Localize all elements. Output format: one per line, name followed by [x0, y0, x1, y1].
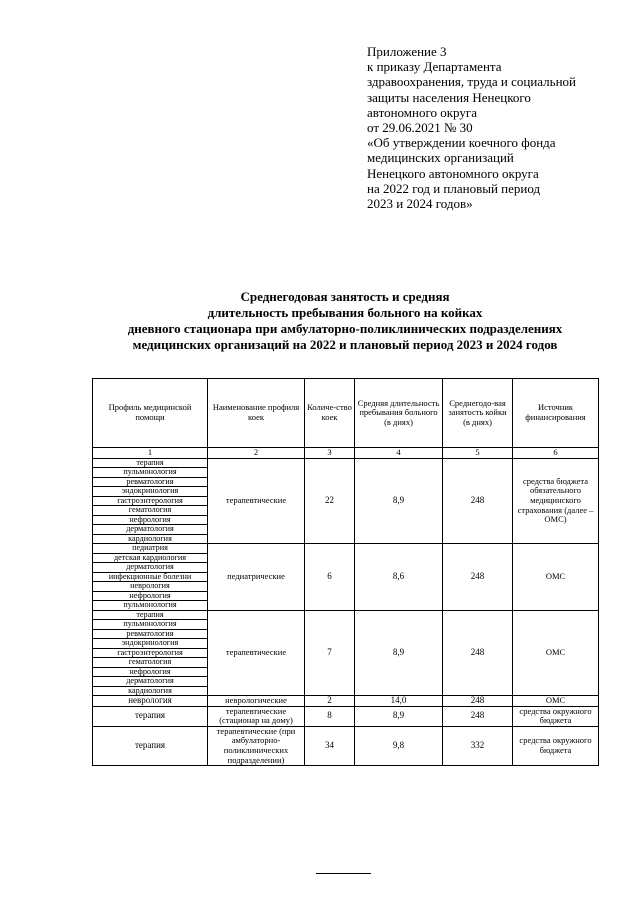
medical-profile-cell: дерматология [93, 563, 208, 573]
medical-profile-cell: гематология [93, 658, 208, 668]
bed-count-cell: 34 [305, 726, 355, 765]
medical-profile-cell: кардиология [93, 534, 208, 544]
column-number: 5 [443, 448, 513, 459]
occupancy-cell: 332 [443, 726, 513, 765]
bed-count-cell: 8 [305, 706, 355, 726]
funding-cell: средства окружного бюджета [513, 726, 599, 765]
column-number-row [93, 448, 599, 459]
header-occupancy: Среднегодо-вая занятость койки (в днях) [443, 379, 513, 448]
occupancy-cell: 248 [443, 544, 513, 611]
funding-cell: средства окружного бюджета [513, 706, 599, 726]
avg-stay-cell: 8,9 [355, 706, 443, 726]
medical-profile-cell: терапия [93, 706, 208, 726]
appendix-header: Приложение 3 к приказу Департамента здравоохранения, труда и социальной защиты населения Ненецкого автономного округа от 29.06.2021 № 30 «Об утверждении коечного фонда медицинских организаций Ненецкого автономного округа на 2022 год и плановый период 2023 и 2024 годов» [367, 44, 576, 212]
medical-profile-cell: педиатрия [93, 544, 208, 554]
medical-profile-cell: эндокринология [93, 639, 208, 649]
medical-profile-cell: ревматология [93, 629, 208, 639]
avg-stay-cell: 8,9 [355, 458, 443, 544]
medical-profile-cell: дерматология [93, 525, 208, 535]
table-row [93, 696, 599, 707]
header-profile: Профиль медицинской помощи [93, 379, 208, 448]
medical-profile-cell: дерматология [93, 677, 208, 687]
avg-stay-cell: 8,6 [355, 544, 443, 611]
medical-profile-cell: инфекционные болезни [93, 572, 208, 582]
occupancy-cell: 248 [443, 706, 513, 726]
document-title: Среднегодовая занятость и средняя длительность пребывания больного на койках дневного стационара при амбулаторно-поликлинических подразделениях медицинских организаций на 2022 и плановый период 2023 и 2024 годов [127, 289, 563, 352]
medical-profile-cell: ревматология [93, 477, 208, 487]
medical-profile-cell: терапия [93, 458, 208, 468]
medical-profile-cell: гастроэнтерология [93, 496, 208, 506]
medical-profile-cell: детская кардиология [93, 553, 208, 563]
avg-stay-cell: 14,0 [355, 696, 443, 707]
medical-profile-cell: эндокринология [93, 487, 208, 497]
medical-profile-cell: неврология [93, 696, 208, 707]
bed-profile-cell: терапевтические (стационар на дому) [208, 706, 305, 726]
header-funding: Источник финансирования [513, 379, 599, 448]
occupancy-cell: 248 [443, 696, 513, 707]
bed-count-cell: 7 [305, 610, 355, 696]
medical-profile-cell: терапия [93, 610, 208, 620]
medical-profile-cell: терапия [93, 726, 208, 765]
funding-cell: средства бюджета обязательного медицинского страхования (далее – ОМС) [513, 458, 599, 544]
header-bed-profile: Наименование профиля коек [208, 379, 305, 448]
header-bed-count: Количе-ство коек [305, 379, 355, 448]
column-number: 1 [93, 448, 208, 459]
occupancy-cell: 248 [443, 610, 513, 696]
table-row [93, 726, 599, 765]
avg-stay-cell: 9,8 [355, 726, 443, 765]
column-number: 4 [355, 448, 443, 459]
occupancy-cell: 248 [443, 458, 513, 544]
medical-profile-cell: гематология [93, 506, 208, 516]
beds-table [92, 378, 599, 766]
table-header-row [93, 379, 599, 448]
bed-count-cell: 22 [305, 458, 355, 544]
header-avg-stay: Средняя длительность пребывания больного (в днях) [355, 379, 443, 448]
footer-divider [316, 873, 371, 874]
bed-count-cell: 6 [305, 544, 355, 611]
funding-cell: ОМС [513, 610, 599, 696]
medical-profile-cell: нефрология [93, 591, 208, 601]
column-number: 3 [305, 448, 355, 459]
medical-profile-cell: пульмонология [93, 620, 208, 630]
table-row [93, 706, 599, 726]
medical-profile-cell: пульмонология [93, 468, 208, 478]
avg-stay-cell: 8,9 [355, 610, 443, 696]
funding-cell: ОМС [513, 696, 599, 707]
table-row [93, 544, 599, 554]
table-row [93, 458, 599, 468]
bed-profile-cell: неврологические [208, 696, 305, 707]
bed-count-cell: 2 [305, 696, 355, 707]
bed-profile-cell: терапевтические (при амбулаторно-поликлинических подразделении) [208, 726, 305, 765]
table-row [93, 610, 599, 620]
medical-profile-cell: нефрология [93, 667, 208, 677]
medical-profile-cell: пульмонология [93, 601, 208, 611]
bed-profile-cell: педиатрические [208, 544, 305, 611]
medical-profile-cell: неврология [93, 582, 208, 592]
bed-profile-cell: терапевтические [208, 458, 305, 544]
column-number: 2 [208, 448, 305, 459]
medical-profile-cell: кардиология [93, 686, 208, 696]
column-number: 6 [513, 448, 599, 459]
bed-profile-cell: терапевтические [208, 610, 305, 696]
medical-profile-cell: гастроэнтерология [93, 648, 208, 658]
medical-profile-cell: нефрология [93, 515, 208, 525]
funding-cell: ОМС [513, 544, 599, 611]
